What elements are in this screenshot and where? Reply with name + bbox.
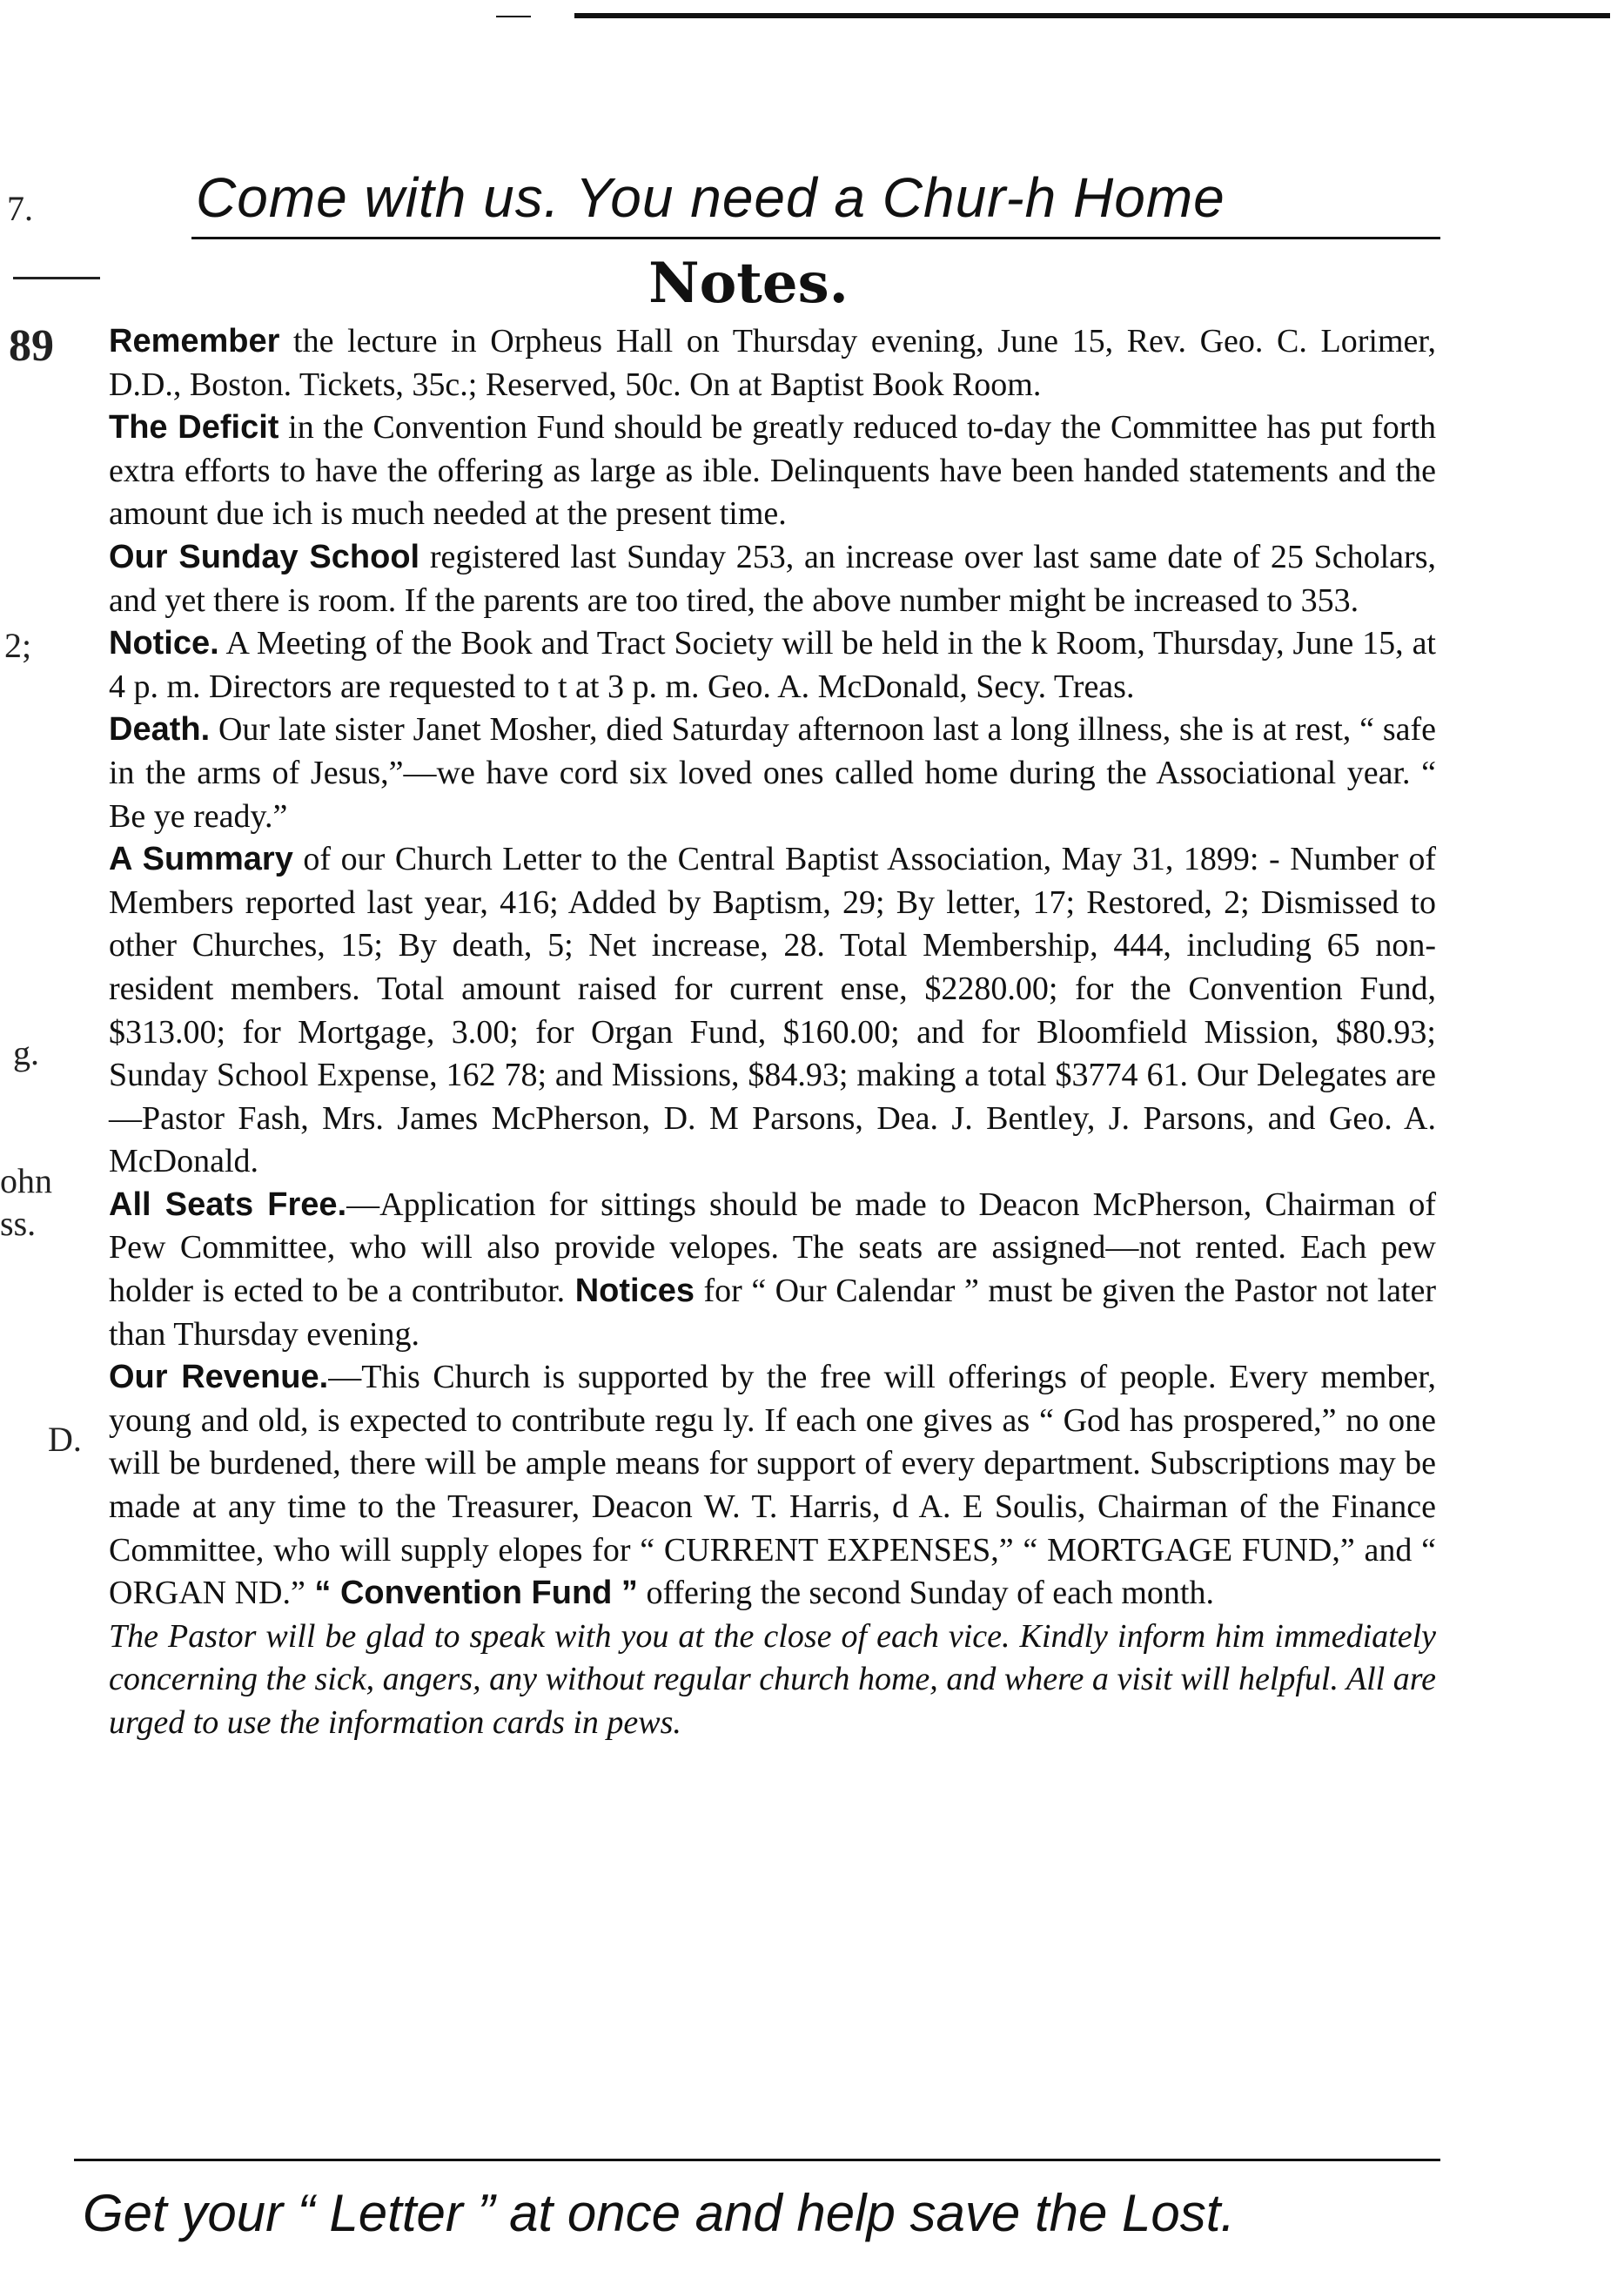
margin-rule (13, 277, 100, 279)
pastor-note: The Pastor will be glad to speak with you at the close of each vice. Kindly inform him immediately concerning the sick, angers, any without regular church home, and where a visit will helpful. All are urged to use the information cards in pews. (109, 1617, 1436, 1741)
footer-slogan: Get your “ Letter ” at once and help save the Lost. (83, 2184, 1236, 2242)
notes-paragraph (109, 1184, 1436, 1356)
top-rule-short (496, 16, 531, 17)
page-header: Come with us. You need a Chur-h Home (196, 166, 1225, 229)
paragraph-lead: Remember (109, 323, 280, 359)
notes-paragraph (109, 1356, 1436, 1616)
paragraph-text: Our late sister Janet Mosher, died Saturday afternoon last a long illness, she is at rest, “ safe in the arms of Jesus,”—we have cord six loved ones called home during the Associational year. “ Be ye ready.” (109, 711, 1436, 835)
margin-mark: D. (48, 1420, 82, 1459)
paragraph-lead: Our Sunday School (109, 538, 420, 575)
header-rule (191, 237, 1440, 239)
footer-rule (74, 2159, 1440, 2161)
paragraph-lead: A Summary (109, 841, 293, 878)
paragraph-text-secondary: offering the second Sunday of each month. (637, 1575, 1214, 1612)
paragraph-lead: Notice. (109, 625, 219, 662)
notes-paragraph (109, 709, 1436, 838)
paragraph-lead-secondary: “ Convention Fund ” (305, 1575, 638, 1612)
notes-paragraph (109, 320, 1436, 406)
margin-mark: g. (13, 1033, 39, 1072)
paragraph-text: A Meeting of the Book and Tract Society will be held in the k Room, Thursday, June 15, at 4 p. m. Directors are requested to t at 3 p. m. Geo. A. McDonald, Secy. Treas. (109, 625, 1436, 705)
notes-paragraph (109, 406, 1436, 536)
margin-mark: 89 (9, 321, 54, 371)
margin-mark: 2; (4, 626, 32, 665)
paragraph-lead: Our Revenue. (109, 1359, 329, 1396)
paragraph-text: —This Church is supported by the free will offerings of people. Every member, young and old, is expected to contribute regu ly. If each one gives as “ God has prospered,” no one will be burdened, there will be ample means for support of every department. Subscriptions may be made at any time to the Treasurer, Deacon W. T. Harris, d A. E Soulis, Chairman of the Finance Committee, who will supply elopes for “ CURRENT EXPENSES,” “ MORTGAGE FUND,” and “ ORGAN ND.” (109, 1359, 1436, 1612)
margin-mark: ohn (0, 1161, 52, 1200)
notes-paragraph (109, 622, 1436, 709)
paragraph-lead: The Deficit (109, 409, 279, 447)
paragraph-text: registered last Sunday 253, an increase over last same date of 25 Scholars, and yet there is room. If the parents are too tired, the above number might be increased to 353. (109, 538, 1436, 619)
paragraph-lead: All Seats Free. (109, 1186, 347, 1223)
paragraph-lead-secondary: Notices (565, 1273, 695, 1310)
notes-paragraph (109, 838, 1436, 1184)
paragraph-lead: Death. (109, 711, 211, 749)
margin-mark: ss. (0, 1204, 37, 1243)
page-number: 7. (7, 189, 33, 228)
notes-body (109, 320, 1436, 1745)
section-title: Notes. (648, 251, 849, 316)
notes-paragraph (109, 536, 1436, 622)
paragraph-text-secondary: for “ Our Calendar ” must be given the Pastor not later than Thursday evening. (109, 1273, 1437, 1353)
paragraph-text: —Application for sittings should be made to Deacon McPherson, Chairman of Pew Committee, who will also provide velopes. The seats are assigned—not rented. Each pew holder is ected to be a contributor. (109, 1186, 1436, 1310)
paragraph-text: the lecture in Orpheus Hall on Thursday evening, June 15, Rev. Geo. C. Lorimer, D.D., Boston. Tickets, 35c.; Reserved, 50c. On at Baptist Book Room. (109, 323, 1436, 403)
top-rule (574, 13, 1610, 18)
paragraph-text: of our Church Letter to the Central Baptist Association, May 31, 1899: - Number of Members reported last year, 416; Added by Baptism, 29; By letter, 17; Restored, 2; Dismissed to other Churches, 15; By death, 5; Net increase, 28. Total Membership, 444, including 65 non-resident members. Total amount raised for current ense, $2280.00; for the Convention Fund, $313.00; for Mortgage, 3.00; for Organ Fund, $160.00; and for Bloomfield Mission, $80.93; Sunday School Expense, 162 78; and Missions, $84.93; making a total $3774 61. Our Delegates are—Pastor Fash, Mrs. James McPherson, D. M Parsons, Dea. J. Bentley, J. Parsons, and Geo. A. McDonald. (109, 841, 1436, 1180)
paragraph-text: in the Convention Fund should be greatly reduced to-day the Committee has put forth extra efforts to have the offering as large as ible. Delinquents have been handed statements and the amount due ich is much needed at the present time. (109, 409, 1437, 533)
